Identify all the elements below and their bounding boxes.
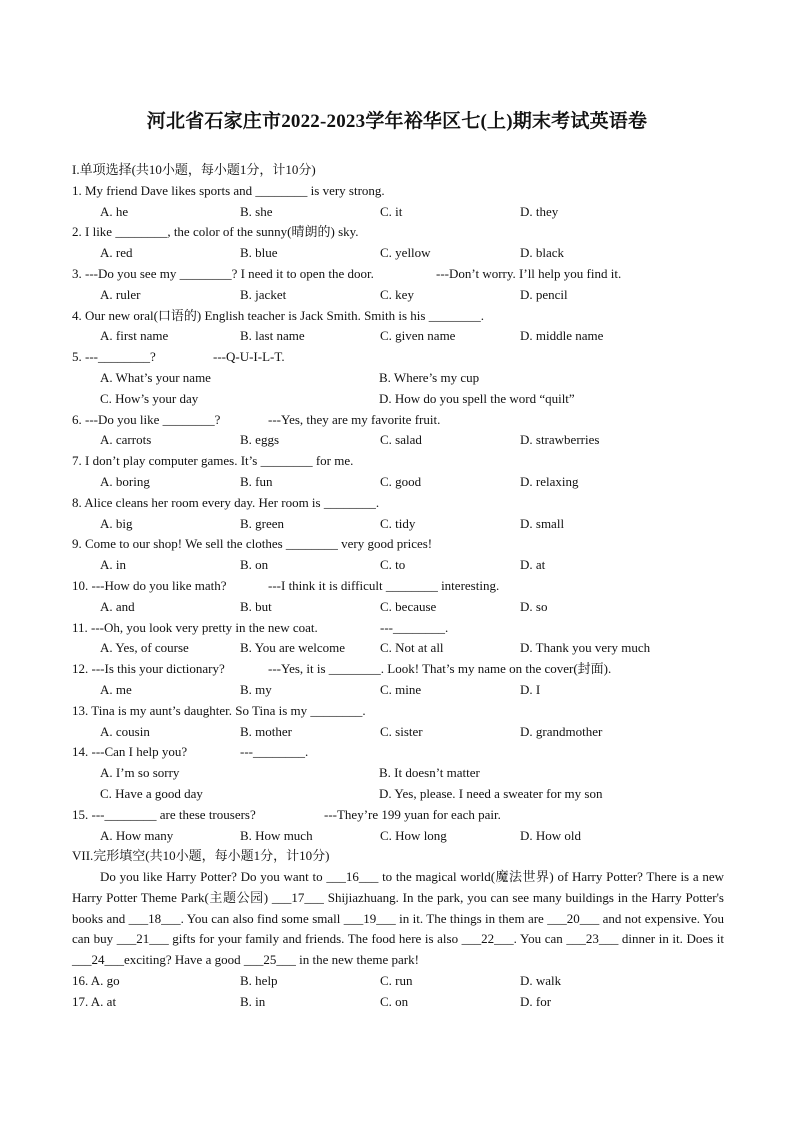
option-row	[72, 555, 724, 576]
option-row	[72, 368, 724, 389]
question-stem: 13. Tina is my aunt’s daughter. So Tina is my ________.	[72, 702, 366, 718]
option-b: B. You are welcome	[240, 640, 346, 656]
dialogue-reply: ---________.	[240, 744, 309, 760]
option-row	[72, 638, 724, 659]
option-b: B. blue	[240, 245, 278, 261]
exam-content	[72, 160, 724, 1013]
dialogue-reply: ---Yes, it is ________. Look! That’s my name on the cover(封面).	[268, 661, 612, 677]
option-a: A. red	[100, 245, 133, 261]
option-a: A. What’s your name	[100, 369, 211, 385]
option-d: D. middle name	[520, 328, 604, 344]
option-d: D. at	[520, 557, 546, 573]
option-c: C. yellow	[380, 245, 431, 261]
option-d: D. strawberries	[520, 432, 600, 448]
option-a: A. and	[100, 598, 135, 614]
option-d: D. walk	[520, 973, 562, 989]
option-a: A. me	[100, 681, 132, 697]
option-d: D. How old	[520, 827, 582, 843]
option-a: A. I’m so sorry	[100, 765, 180, 781]
question-stem: 3. ---Do you see my ________? I need it to open the door. ---Don’t worry. I’ll help you find it.	[72, 264, 724, 285]
option-c: C. to	[380, 557, 406, 573]
option-row	[72, 472, 724, 493]
cloze-passage: Do you like Harry Potter? Do you want to ___16___ to the magical world(魔法世界) of Harry Potter? There is a new Harry Potter Theme Park(主题公园) ___17___ Shijiazhuang. In the park, you can see many buildings in the Harry Potter's books and ___18___. You can also find some small ___19___ in it. The things in them are ___20___ and not expensive. You can buy ___21___ gifts for your family and friends. The food here is also ___22___. You can ___23___ dinner in it. Does it ___24___exciting? Have a good ___25___ in the new theme park!	[72, 869, 724, 968]
question-stem: 12. ---Is this your dictionary? ---Yes, it is ________. Look! That’s my name on the cover(封面).	[72, 659, 724, 680]
question-stem: 2. I like ________, the color of the sunny(晴朗的) sky.	[72, 224, 359, 240]
option-a: A. big	[100, 515, 133, 531]
option-c: C. How long	[380, 827, 447, 843]
option-row	[72, 202, 724, 223]
option-c: C. it	[380, 203, 403, 219]
option-c: C. run	[380, 973, 413, 989]
option-d: D. pencil	[520, 286, 568, 302]
option-a: A. How many	[100, 827, 174, 843]
option-d: D. I	[520, 681, 541, 697]
option-row	[72, 784, 724, 805]
question-stem: 8. Alice cleans her room every day. Her room is ________.	[72, 494, 380, 510]
option-d: D. so	[520, 598, 548, 614]
option-c: C. good	[380, 473, 422, 489]
option-a: A. boring	[100, 473, 150, 489]
option-c: C. sister	[380, 723, 423, 739]
option-row	[72, 597, 724, 618]
option-d: D. How do you spell the word “quilt”	[379, 390, 575, 406]
question-stem: 11. ---Oh, you look very pretty in the new coat. ---________.	[72, 618, 724, 639]
option-d: D. relaxing	[520, 473, 579, 489]
dialogue-reply: ---Yes, they are my favorite fruit.	[268, 411, 441, 427]
option-b: B. help	[240, 973, 278, 989]
option-row	[72, 514, 724, 535]
option-b: B. last name	[240, 328, 305, 344]
option-c: C. tidy	[380, 515, 416, 531]
option-a: A. in	[100, 557, 126, 573]
option-row	[72, 763, 724, 784]
option-a: 16. A. go	[72, 973, 120, 989]
dialogue-reply: ---Q-U-I-L-T.	[213, 349, 285, 365]
option-a: A. cousin	[100, 723, 150, 739]
option-row	[72, 430, 724, 451]
option-b: B. eggs	[240, 432, 279, 448]
option-row	[72, 285, 724, 306]
option-row	[72, 243, 724, 264]
dialogue-reply: ---They’re 199 yuan for each pair.	[324, 806, 501, 822]
dialogue-reply: ---________.	[380, 619, 449, 635]
option-d: D. small	[520, 515, 565, 531]
question-stem: 10. ---How do you like math? ---I think it is difficult ________ interesting.	[72, 576, 724, 597]
option-c: C. salad	[380, 432, 422, 448]
option-d: D. they	[520, 203, 559, 219]
option-row	[72, 971, 724, 992]
section-heading: VII.完形填空(共10小题，每小题1分，计10分)	[72, 848, 330, 864]
option-b: B. fun	[240, 473, 273, 489]
option-a: A. carrots	[100, 432, 152, 448]
option-b: B. she	[240, 203, 273, 219]
section-heading: I.单项选择(共10小题，每小题1分，计10分)	[72, 162, 316, 177]
option-c: C. key	[380, 286, 414, 302]
option-b: B. How much	[240, 827, 313, 843]
option-d: D. black	[520, 245, 565, 261]
dialogue-reply: ---Don’t worry. I’ll help you find it.	[436, 265, 622, 281]
option-c: C. Have a good day	[100, 785, 203, 801]
option-c: C. on	[380, 993, 409, 1009]
option-d: D. Yes, please. I need a sweater for my son	[379, 785, 603, 801]
question-stem: 4. Our new oral(口语的) English teacher is Jack Smith. Smith is his ________.	[72, 307, 484, 323]
option-b: B. my	[240, 681, 272, 697]
question-stem: 1. My friend Dave likes sports and ________ is very strong.	[72, 182, 385, 198]
option-b: B. jacket	[240, 286, 287, 302]
question-stem: 6. ---Do you like ________? ---Yes, they are my favorite fruit.	[72, 410, 724, 431]
option-b: B. Where’s my cup	[379, 369, 480, 385]
option-a: A. ruler	[100, 286, 141, 302]
option-d: D. grandmother	[520, 723, 603, 739]
dialogue-reply: ---I think it is difficult ________ interesting.	[268, 577, 500, 593]
question-stem: 9. Come to our shop! We sell the clothes ________ very good prices!	[72, 536, 433, 552]
page-title: 河北省石家庄市2022-2023学年裕华区七(上)期末考试英语卷	[146, 111, 648, 132]
option-row	[72, 389, 724, 410]
option-row	[72, 826, 724, 847]
option-d: D. Thank you very much	[520, 640, 651, 656]
option-a: A. he	[100, 203, 129, 219]
option-c: C. Not at all	[380, 640, 444, 656]
question-stem: 7. I don’t play computer games. It’s ________ for me.	[72, 453, 354, 469]
option-row	[72, 992, 724, 1013]
option-a: 17. A. at	[72, 993, 117, 1009]
option-b: B. but	[240, 598, 272, 614]
option-b: B. mother	[240, 723, 292, 739]
option-a: A. first name	[100, 328, 169, 344]
option-b: B. on	[240, 557, 269, 573]
option-row	[72, 722, 724, 743]
question-stem: 15. ---________ are these trousers? ---They’re 199 yuan for each pair.	[72, 805, 724, 826]
option-c: C. mine	[380, 681, 422, 697]
option-b: B. It doesn’t matter	[379, 765, 480, 781]
option-c: C. given name	[380, 328, 456, 344]
option-a: A. Yes, of course	[100, 640, 189, 656]
question-stem: 14. ---Can I help you? ---________.	[72, 742, 724, 763]
option-row	[72, 680, 724, 701]
question-stem: 5. ---________? ---Q-U-I-L-T.	[72, 347, 724, 368]
option-c: C. because	[380, 598, 437, 614]
option-row	[72, 326, 724, 347]
option-b: B. in	[240, 993, 266, 1009]
option-c: C. How’s your day	[100, 390, 199, 406]
option-d: D. for	[520, 993, 552, 1009]
option-b: B. green	[240, 515, 285, 531]
